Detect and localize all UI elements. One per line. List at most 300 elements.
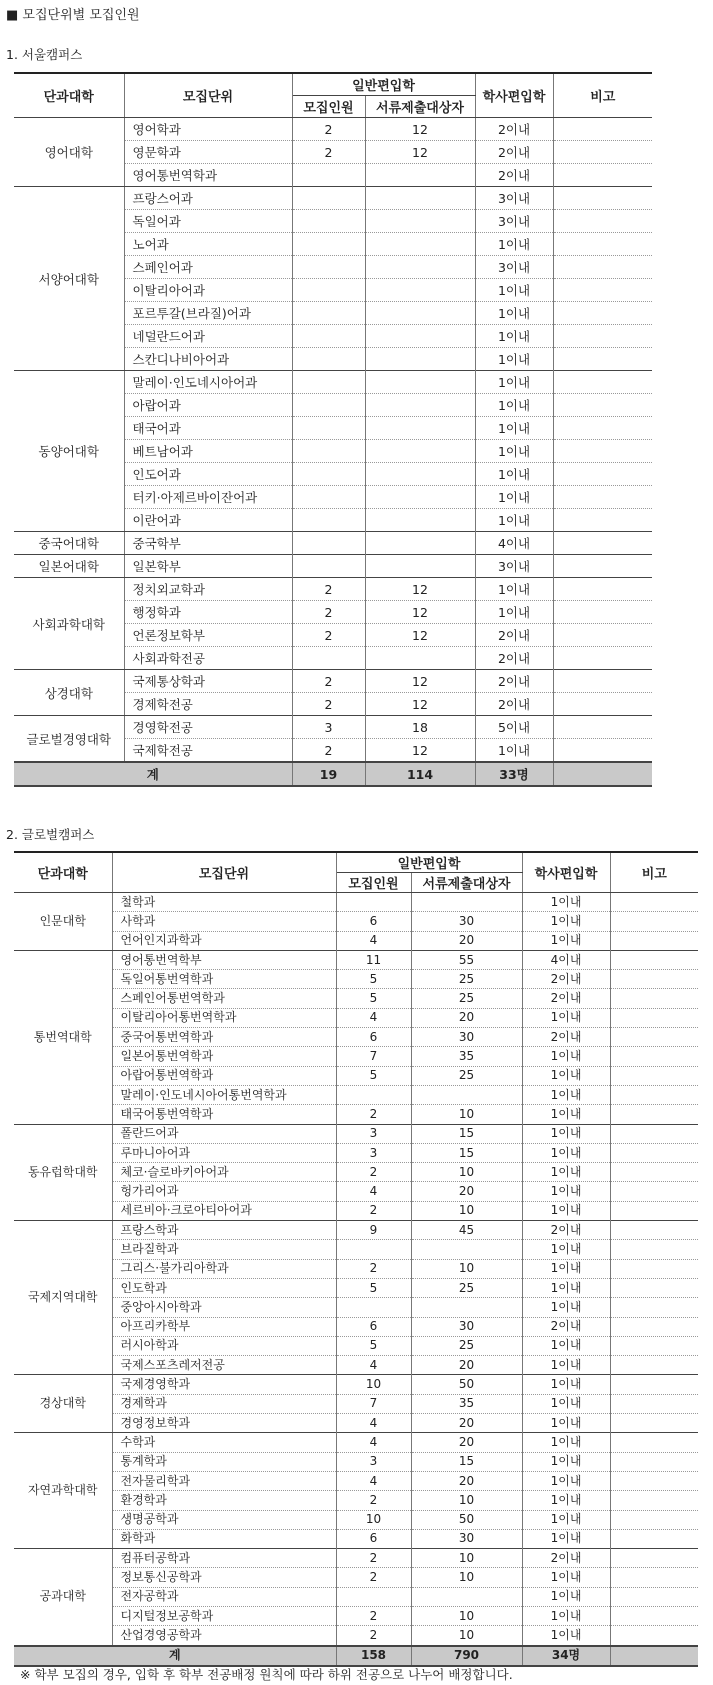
bachelor-cell: 1이내: [522, 1491, 610, 1510]
note-cell: [553, 394, 652, 417]
dept-cell: 영문학과: [124, 141, 292, 164]
page-title: ■ 모집단위별 모집인원: [6, 8, 140, 23]
docs-cell: [411, 1085, 522, 1104]
note-cell: [610, 1336, 698, 1355]
note-cell: [610, 1278, 698, 1297]
table-row: [14, 1163, 698, 1182]
college-cell: 경상대학: [14, 1375, 112, 1433]
note-cell: [553, 302, 652, 325]
docs-cell: 15: [411, 1124, 522, 1143]
bachelor-cell: 1이내: [522, 1008, 610, 1027]
table-row: [14, 555, 652, 578]
docs-cell: [411, 1298, 522, 1317]
table-row: [14, 970, 698, 989]
note-cell: [610, 1201, 698, 1220]
quota-cell: [292, 440, 365, 463]
bachelor-cell: 1이내: [475, 279, 553, 302]
quota-cell: 3: [292, 716, 365, 739]
note-cell: [610, 1606, 698, 1625]
table-row: [14, 1529, 698, 1548]
dept-cell: 경영학전공: [124, 716, 292, 739]
bachelor-cell: 2이내: [475, 118, 553, 141]
quota-cell: 4: [336, 1471, 411, 1490]
quota-cell: 2: [292, 693, 365, 716]
quota-cell: 5: [336, 1066, 411, 1085]
section-heading-global: 2. 글로벌캠퍼스: [6, 827, 95, 842]
docs-cell: 20: [411, 1182, 522, 1201]
bachelor-cell: 1이내: [475, 601, 553, 624]
quota-cell: [292, 555, 365, 578]
note-cell: [610, 1085, 698, 1104]
bachelor-cell: 1이내: [522, 1510, 610, 1529]
note-cell: [553, 670, 652, 693]
bachelor-cell: 1이내: [522, 1259, 610, 1278]
bachelor-cell: 1이내: [475, 463, 553, 486]
docs-cell: 50: [411, 1510, 522, 1529]
note-cell: [553, 739, 652, 763]
table-row: [14, 1085, 698, 1104]
docs-cell: [365, 279, 475, 302]
quota-cell: [336, 1587, 411, 1606]
note-cell: [610, 989, 698, 1008]
bachelor-cell: 2이내: [522, 1549, 610, 1568]
table-row: [14, 1240, 698, 1259]
quota-cell: [292, 233, 365, 256]
note-cell: [610, 1105, 698, 1124]
quota-cell: 6: [336, 1529, 411, 1548]
docs-cell: [411, 1587, 522, 1606]
quota-cell: 2: [292, 601, 365, 624]
dept-cell: 태국어통번역학과: [112, 1105, 336, 1124]
docs-cell: [365, 371, 475, 394]
bachelor-cell: 1이내: [522, 1471, 610, 1490]
total-quota: 19: [292, 762, 365, 786]
bachelor-cell: 1이내: [522, 1529, 610, 1548]
bachelor-cell: 1이내: [522, 1105, 610, 1124]
quota-cell: 2: [292, 141, 365, 164]
docs-cell: [365, 210, 475, 233]
note-cell: [610, 950, 698, 969]
dept-cell: 통계학과: [112, 1452, 336, 1471]
dept-cell: 이탈리아어통번역학과: [112, 1008, 336, 1027]
bachelor-cell: 1이내: [475, 739, 553, 763]
note-cell: [610, 1452, 698, 1471]
note-cell: [553, 325, 652, 348]
docs-cell: 10: [411, 1201, 522, 1220]
dept-cell: 인도학과: [112, 1278, 336, 1297]
docs-cell: 12: [365, 624, 475, 647]
quota-cell: [292, 647, 365, 670]
dept-cell: 노어과: [124, 233, 292, 256]
quota-cell: 2: [336, 1491, 411, 1510]
quota-cell: 4: [336, 1356, 411, 1375]
dept-cell: 생명공학과: [112, 1510, 336, 1529]
note-cell: [553, 141, 652, 164]
quota-cell: 7: [336, 1394, 411, 1413]
docs-cell: 35: [411, 1394, 522, 1413]
quota-cell: 2: [292, 739, 365, 763]
note-cell: [553, 348, 652, 371]
docs-cell: 25: [411, 970, 522, 989]
quota-cell: [292, 279, 365, 302]
dept-cell: 경제학전공: [124, 693, 292, 716]
table-row: [14, 1549, 698, 1568]
note-cell: [610, 1529, 698, 1548]
docs-cell: 10: [411, 1105, 522, 1124]
bachelor-cell: 1이내: [475, 302, 553, 325]
docs-cell: 10: [411, 1491, 522, 1510]
dept-cell: 일본어통번역학과: [112, 1047, 336, 1066]
dept-cell: 언론정보학부: [124, 624, 292, 647]
table-row: [14, 1008, 698, 1027]
header-note: 비고: [610, 852, 698, 893]
docs-cell: [365, 463, 475, 486]
note-cell: [610, 1317, 698, 1336]
bachelor-cell: 2이내: [475, 624, 553, 647]
note-cell: [610, 1163, 698, 1182]
bachelor-cell: 3이내: [475, 187, 553, 210]
global-campus-table: [14, 851, 698, 1667]
quota-cell: 4: [336, 1433, 411, 1452]
quota-cell: 2: [336, 1201, 411, 1220]
quota-cell: 4: [336, 1414, 411, 1433]
table-row: [14, 1221, 698, 1240]
bachelor-cell: 1이내: [475, 394, 553, 417]
header-college: 단과대학: [14, 73, 124, 118]
bachelor-cell: 1이내: [475, 325, 553, 348]
total-row: [14, 762, 652, 786]
bachelor-cell: 1이내: [522, 1452, 610, 1471]
quota-cell: 2: [336, 1105, 411, 1124]
note-cell: [553, 371, 652, 394]
quota-cell: 4: [336, 1008, 411, 1027]
dept-cell: 체코·슬로바키아어과: [112, 1163, 336, 1182]
quota-cell: 5: [336, 1336, 411, 1355]
quota-cell: [292, 325, 365, 348]
docs-cell: [365, 555, 475, 578]
dept-cell: 태국어과: [124, 417, 292, 440]
table-row: [14, 950, 698, 969]
quota-cell: [292, 509, 365, 532]
docs-cell: 25: [411, 1066, 522, 1085]
docs-cell: [365, 233, 475, 256]
note-cell: [610, 1143, 698, 1162]
bachelor-cell: 2이내: [475, 141, 553, 164]
dept-cell: 독일어통번역학과: [112, 970, 336, 989]
quota-cell: [292, 348, 365, 371]
college-cell: 중국어대학: [14, 532, 124, 555]
dept-cell: 네덜란드어과: [124, 325, 292, 348]
docs-cell: [365, 532, 475, 555]
section-heading-seoul: 1. 서울캠퍼스: [6, 47, 83, 62]
dept-cell: 폴란드어과: [112, 1124, 336, 1143]
header-unit: 모집단위: [124, 73, 292, 118]
bachelor-cell: 1이내: [522, 1433, 610, 1452]
bachelor-cell: 1이내: [475, 348, 553, 371]
table-row: [14, 1587, 698, 1606]
docs-cell: 12: [365, 578, 475, 601]
quota-cell: 5: [336, 989, 411, 1008]
table-row: [14, 1375, 698, 1394]
docs-cell: 10: [411, 1606, 522, 1625]
college-cell: 자연과학대학: [14, 1433, 112, 1549]
note-cell: [553, 233, 652, 256]
dept-cell: 그리스·불가리아학과: [112, 1259, 336, 1278]
table-row: [14, 1317, 698, 1336]
quota-cell: 2: [336, 1568, 411, 1587]
bachelor-cell: 1이내: [522, 1626, 610, 1646]
header-unit: 모집단위: [112, 852, 336, 893]
docs-cell: 12: [365, 601, 475, 624]
dept-cell: 영어통번역학부: [112, 950, 336, 969]
seoul-campus-table: [14, 72, 652, 787]
note-cell: [610, 912, 698, 931]
table-row: [14, 931, 698, 950]
bachelor-cell: 3이내: [475, 256, 553, 279]
dept-cell: 경제학과: [112, 1394, 336, 1413]
dept-cell: 경영정보학과: [112, 1414, 336, 1433]
note-cell: [553, 417, 652, 440]
note-cell: [610, 1549, 698, 1568]
table-row: [14, 118, 652, 141]
bachelor-cell: 1이내: [475, 578, 553, 601]
dept-cell: 이란어과: [124, 509, 292, 532]
dept-cell: 환경학과: [112, 1491, 336, 1510]
bachelor-cell: 2이내: [475, 670, 553, 693]
bachelor-cell: 2이내: [475, 693, 553, 716]
table-row: [14, 989, 698, 1008]
header-college: 단과대학: [14, 852, 112, 893]
dept-cell: 아랍어통번역학과: [112, 1066, 336, 1085]
dept-cell: 일본학부: [124, 555, 292, 578]
bachelor-cell: 1이내: [522, 1163, 610, 1182]
note-cell: [553, 647, 652, 670]
bachelor-cell: 1이내: [522, 1085, 610, 1104]
bachelor-cell: 1이내: [522, 1201, 610, 1220]
docs-cell: [365, 256, 475, 279]
docs-cell: 55: [411, 950, 522, 969]
dept-cell: 사학과: [112, 912, 336, 931]
docs-cell: 25: [411, 1278, 522, 1297]
quota-cell: 5: [336, 970, 411, 989]
bachelor-cell: 1이내: [522, 1066, 610, 1085]
docs-cell: 10: [411, 1163, 522, 1182]
docs-cell: 35: [411, 1047, 522, 1066]
note-cell: [553, 716, 652, 739]
docs-cell: 30: [411, 1028, 522, 1047]
quota-cell: [336, 893, 411, 912]
docs-cell: 10: [411, 1259, 522, 1278]
docs-cell: 30: [411, 1317, 522, 1336]
note-cell: [610, 893, 698, 912]
bachelor-cell: 1이내: [522, 1375, 610, 1394]
table-row: [14, 532, 652, 555]
bachelor-cell: 1이내: [522, 1047, 610, 1066]
college-cell: 통번역대학: [14, 950, 112, 1124]
quota-cell: [292, 187, 365, 210]
total-label: 계: [14, 1646, 336, 1666]
dept-cell: 헝가리어과: [112, 1182, 336, 1201]
dept-cell: 국제스포츠레저전공: [112, 1356, 336, 1375]
note-cell: [610, 1221, 698, 1240]
header-docs: 서류제출대상자: [365, 96, 475, 118]
dept-cell: 영어학과: [124, 118, 292, 141]
dept-cell: 언어인지과학과: [112, 931, 336, 950]
dept-cell: 포르투갈(브라질)어과: [124, 302, 292, 325]
quota-cell: 10: [336, 1375, 411, 1394]
header-general: 일반편입학: [336, 852, 522, 873]
table-row: [14, 893, 698, 912]
college-cell: 사회과학대학: [14, 578, 124, 670]
dept-cell: 산업경영공학과: [112, 1626, 336, 1646]
dept-cell: 루마니아어과: [112, 1143, 336, 1162]
docs-cell: [411, 1240, 522, 1259]
dept-cell: 수학과: [112, 1433, 336, 1452]
bachelor-cell: 1이내: [475, 417, 553, 440]
table-row: [14, 1491, 698, 1510]
bachelor-cell: 1이내: [522, 1124, 610, 1143]
bachelor-cell: 1이내: [522, 931, 610, 950]
table-row: [14, 578, 652, 601]
bachelor-cell: 2이내: [475, 164, 553, 187]
quota-cell: 2: [336, 1626, 411, 1646]
bachelor-cell: 1이내: [522, 1336, 610, 1355]
header-bachelor: 학사편입학: [475, 73, 553, 118]
college-cell: 글로벌경영대학: [14, 716, 124, 763]
note-cell: [610, 1028, 698, 1047]
total-bachelor: 34명: [522, 1646, 610, 1666]
docs-cell: [365, 440, 475, 463]
table-row: [14, 1414, 698, 1433]
college-cell: 영어대학: [14, 118, 124, 187]
quota-cell: 6: [336, 912, 411, 931]
dept-cell: 스페인어과: [124, 256, 292, 279]
bachelor-cell: 4이내: [475, 532, 553, 555]
note-cell: [610, 1182, 698, 1201]
table-row: [14, 1606, 698, 1625]
bachelor-cell: 1이내: [522, 1587, 610, 1606]
note-cell: [610, 1394, 698, 1413]
table-row: [14, 716, 652, 739]
quota-cell: [336, 1298, 411, 1317]
note-cell: [610, 1259, 698, 1278]
table-row: [14, 1433, 698, 1452]
docs-cell: 20: [411, 1008, 522, 1027]
note-cell: [553, 164, 652, 187]
header-quota: 모집인원: [336, 873, 411, 893]
docs-cell: 12: [365, 118, 475, 141]
quota-cell: [292, 164, 365, 187]
docs-cell: 10: [411, 1626, 522, 1646]
note-cell: [553, 578, 652, 601]
header-note: 비고: [553, 73, 652, 118]
table-row: [14, 1201, 698, 1220]
bachelor-cell: 3이내: [475, 555, 553, 578]
bachelor-cell: 2이내: [522, 989, 610, 1008]
dept-cell: 중국어통번역학과: [112, 1028, 336, 1047]
header-docs: 서류제출대상자: [411, 873, 522, 893]
dept-cell: 말레이·인도네시아어과: [124, 371, 292, 394]
bachelor-cell: 1이내: [522, 893, 610, 912]
docs-cell: 15: [411, 1452, 522, 1471]
dept-cell: 세르비아·크로아티아어과: [112, 1201, 336, 1220]
quota-cell: 6: [336, 1317, 411, 1336]
quota-cell: 2: [336, 1163, 411, 1182]
docs-cell: 45: [411, 1221, 522, 1240]
quota-cell: 2: [336, 1259, 411, 1278]
quota-cell: [292, 210, 365, 233]
table-row: [14, 1336, 698, 1355]
quota-cell: [292, 394, 365, 417]
note-cell: [610, 1066, 698, 1085]
bachelor-cell: 1이내: [475, 440, 553, 463]
dept-cell: 스칸디나비아어과: [124, 348, 292, 371]
docs-cell: 12: [365, 670, 475, 693]
bachelor-cell: 2이내: [522, 970, 610, 989]
table-row: [14, 1394, 698, 1413]
docs-cell: 20: [411, 931, 522, 950]
table-row: [14, 1047, 698, 1066]
table-row: [14, 1510, 698, 1529]
dept-cell: 행정학과: [124, 601, 292, 624]
table-row: [14, 1298, 698, 1317]
docs-cell: 10: [411, 1568, 522, 1587]
docs-cell: 30: [411, 1529, 522, 1548]
bachelor-cell: 2이내: [522, 1028, 610, 1047]
table-row: [14, 670, 652, 693]
table-row: [14, 187, 652, 210]
table-row: [14, 1471, 698, 1490]
docs-cell: 25: [411, 1336, 522, 1355]
total-docs: 114: [365, 762, 475, 786]
docs-cell: 25: [411, 989, 522, 1008]
docs-cell: 12: [365, 141, 475, 164]
docs-cell: [365, 348, 475, 371]
docs-cell: 20: [411, 1433, 522, 1452]
note-cell: [610, 1356, 698, 1375]
total-label: 계: [14, 762, 292, 786]
bachelor-cell: 1이내: [522, 1568, 610, 1587]
table-row: [14, 1356, 698, 1375]
quota-cell: 3: [336, 1143, 411, 1162]
bachelor-cell: 1이내: [475, 371, 553, 394]
dept-cell: 국제통상학과: [124, 670, 292, 693]
table-row: [14, 912, 698, 931]
bachelor-cell: 1이내: [522, 912, 610, 931]
dept-cell: 프랑스학과: [112, 1221, 336, 1240]
total-note: [610, 1646, 698, 1666]
note-cell: [553, 532, 652, 555]
docs-cell: [365, 647, 475, 670]
quota-cell: 4: [336, 931, 411, 950]
table-row: [14, 1143, 698, 1162]
dept-cell: 중앙아시아학과: [112, 1298, 336, 1317]
note-cell: [610, 1568, 698, 1587]
docs-cell: [411, 893, 522, 912]
docs-cell: 18: [365, 716, 475, 739]
quota-cell: 2: [292, 670, 365, 693]
dept-cell: 전자물리학과: [112, 1471, 336, 1490]
note-cell: [610, 1124, 698, 1143]
quota-cell: [292, 256, 365, 279]
college-cell: 일본어대학: [14, 555, 124, 578]
footnote: ※ 학부 모집의 경우, 입학 후 학부 전공배정 원칙에 따라 하위 전공으로 나누어 배정합니다.: [20, 1667, 513, 1682]
note-cell: [553, 440, 652, 463]
bachelor-cell: 1이내: [522, 1394, 610, 1413]
dept-cell: 이탈리아어과: [124, 279, 292, 302]
docs-cell: [365, 509, 475, 532]
college-cell: 동양어대학: [14, 371, 124, 532]
